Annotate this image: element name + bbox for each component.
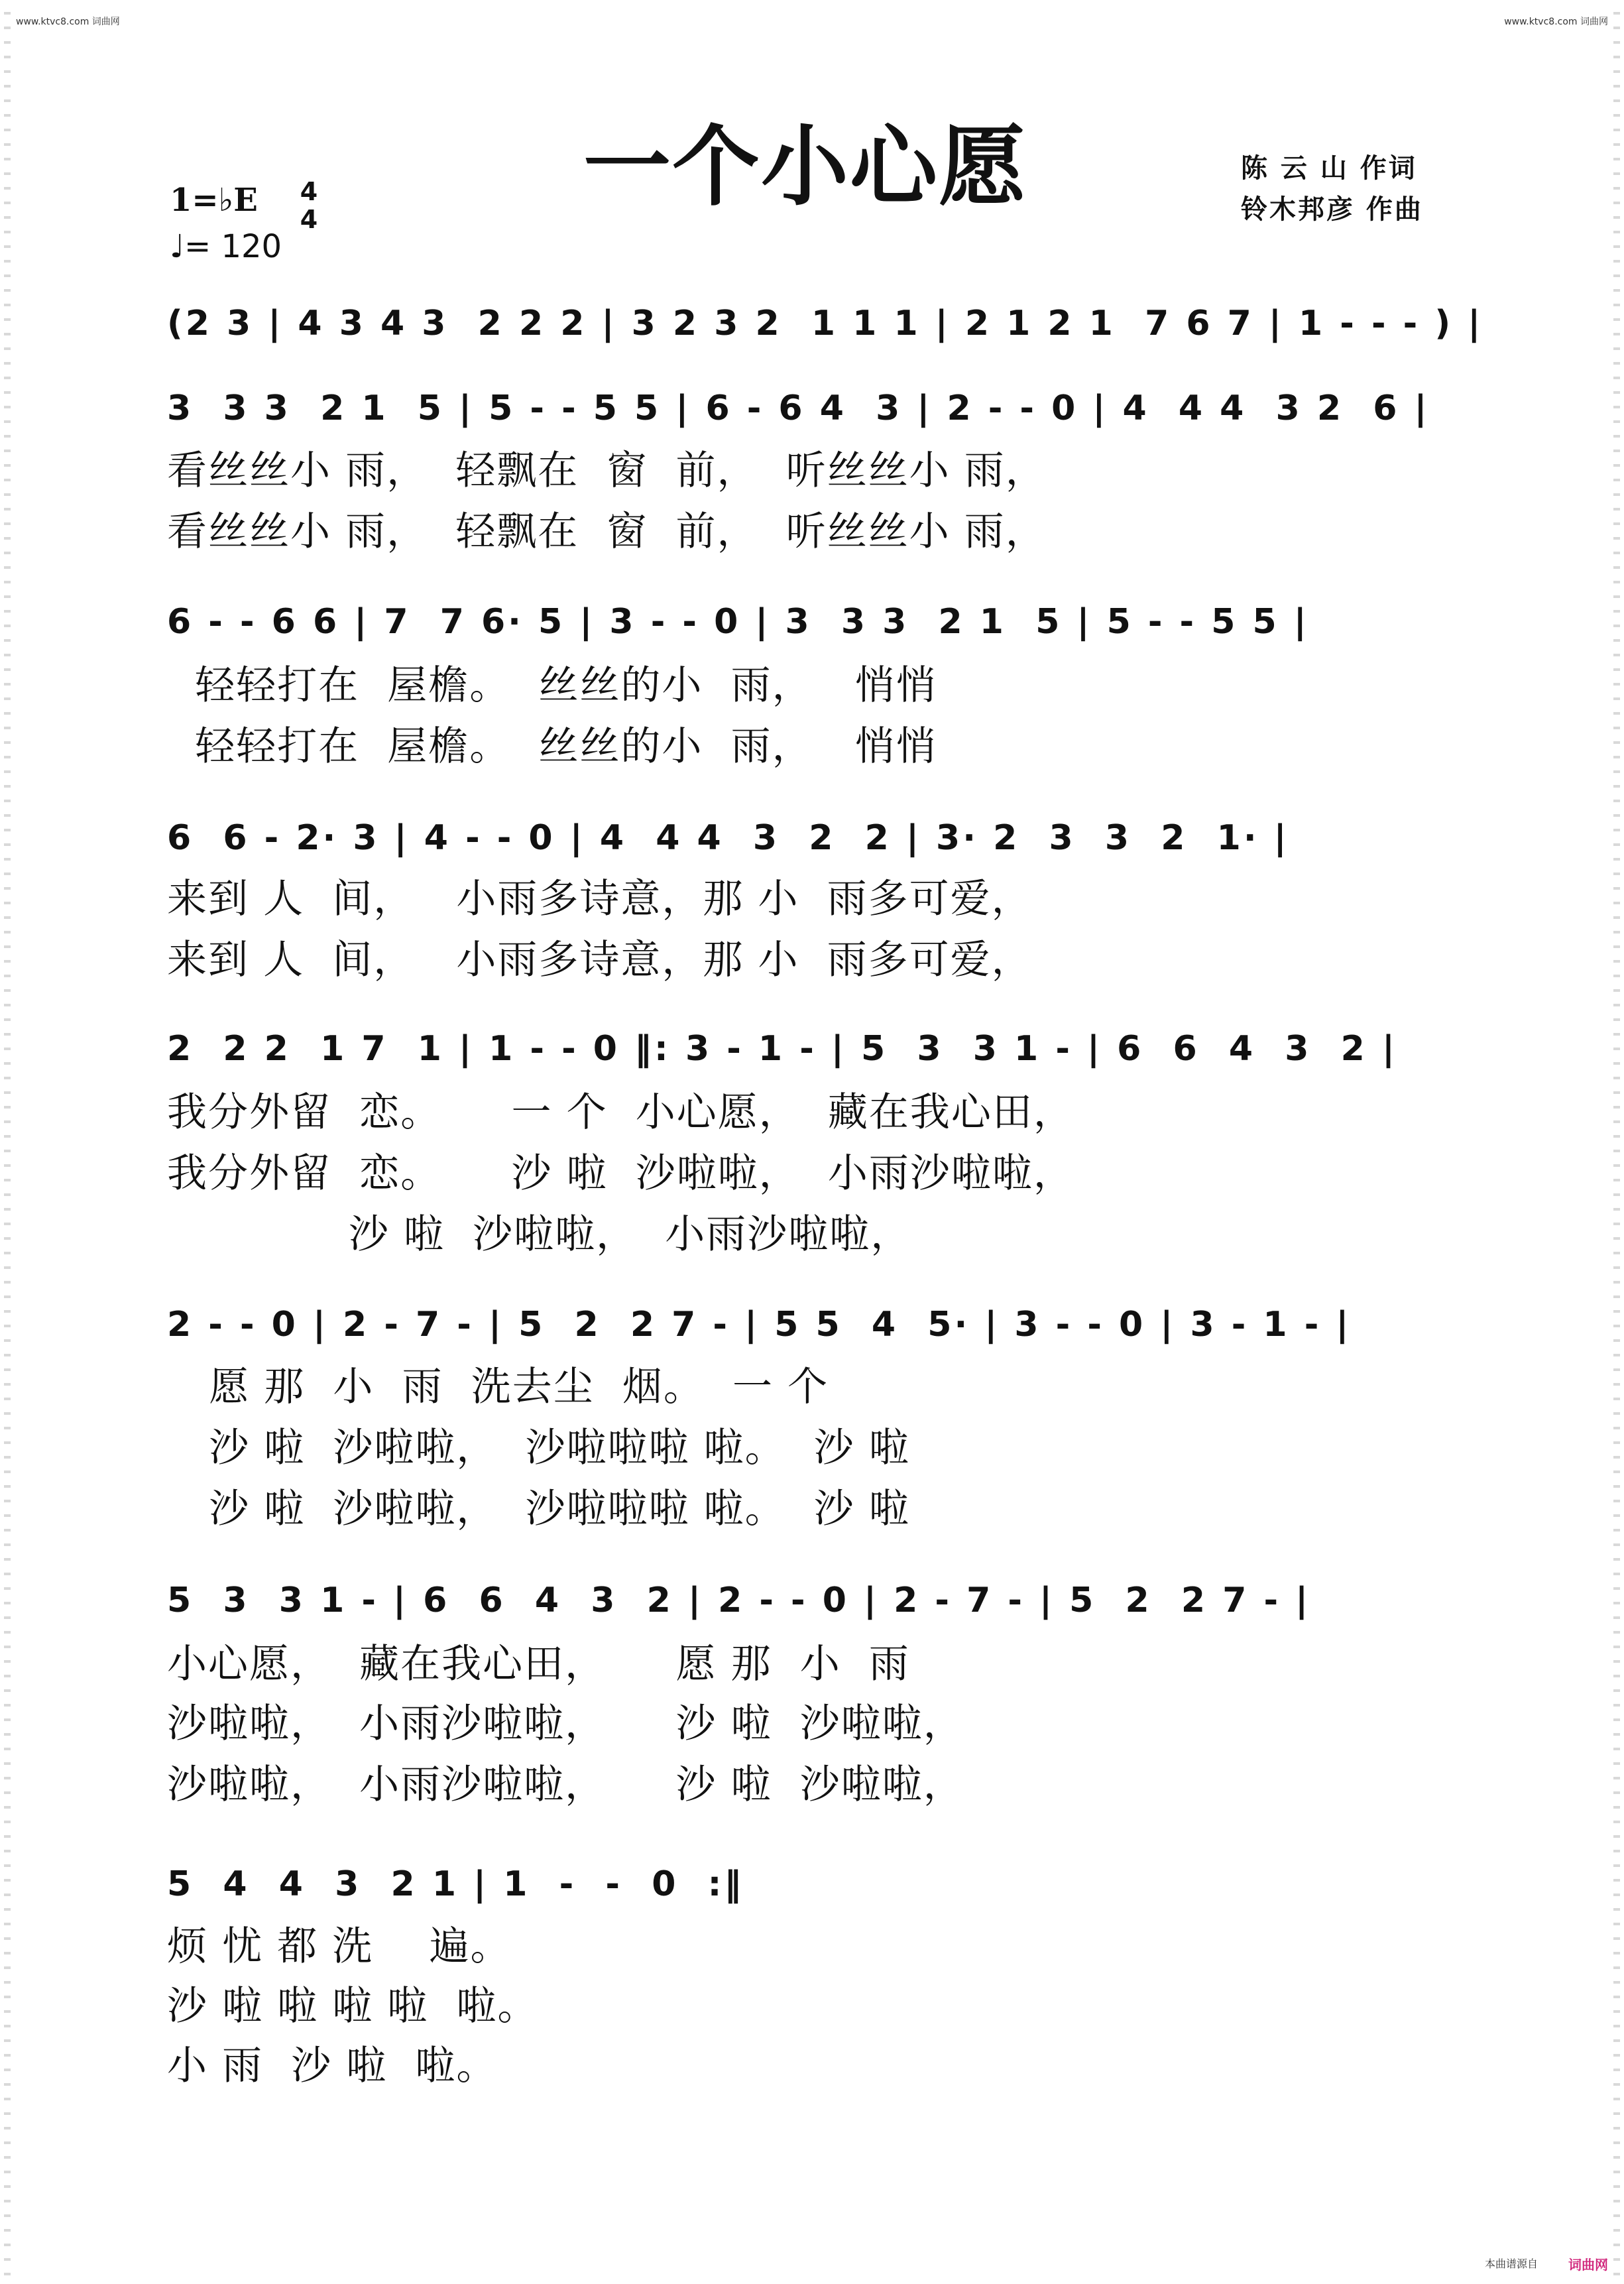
lyric-line-2-2: 看丝丝小 雨， 轻飘在 窗 前， 听丝丝小 雨， [167, 509, 1047, 555]
lyric-line-7-3: 沙啦啦， 小雨沙啦啦， 沙 啦 沙啦啦， [167, 1762, 964, 1808]
lyric-line-3-1: 轻轻打在 屋檐。 丝丝的小 雨， 悄悄 [167, 662, 937, 709]
lyric-line-3-2: 轻轻打在 屋檐。 丝丝的小 雨， 悄悄 [167, 723, 937, 770]
lyric-line-7-2: 沙啦啦， 小雨沙啦啦， 沙 啦 沙啦啦， [167, 1701, 964, 1747]
notation-line-5: 2 2 2 1 7 1 | 1 - - 0 ‖: 3 - 1 - | 5 3 3 1 - | 6 6 4 3 2 | [167, 1029, 1397, 1069]
lyric-line-7-1: 小心愿， 藏在我心田， 愿 那 小 雨 [167, 1641, 910, 1687]
site-logo: 词曲网 [1568, 2257, 1608, 2273]
notation-line-7: 5 3 3 1 - | 6 6 4 3 2 | 2 - - 0 | 2 - 7 - | 5 2 2 7 - | [167, 1581, 1311, 1620]
time-signature [294, 179, 323, 232]
tempo-marking [170, 228, 282, 265]
notation-line-4: 6 6 - 2· 3 | 4 - - 0 | 4 4 4 3 2 2 | 3· 2 3 3 2 1· | [167, 818, 1289, 858]
lyricist-credit: 陈 云 山 作词 [1241, 152, 1417, 184]
lyric-line-4-2: 来到 人 间， 小雨多诗意，那 小 雨多可爱， [167, 937, 1033, 983]
song-title: 一个小心愿 [583, 116, 1027, 218]
site-url-left: www.ktvc8.com 词曲网 [16, 17, 120, 27]
lyric-line-4-1: 来到 人 间， 小雨多诗意，那 小 雨多可爱， [167, 876, 1033, 922]
notation-line-6: 2 - - 0 | 2 - 7 - | 5 2 2 7 - | 5 5 4 5· | 3 - - 0 | 3 - 1 - | [167, 1305, 1352, 1345]
tempo-value: = 120 [184, 228, 282, 265]
lyric-line-6-3: 沙 啦 沙啦啦， 沙啦啦啦 啦。 沙 啦 [167, 1486, 910, 1532]
lyric-line-6-1: 愿 那 小 雨 洗去尘 烟。 一 个 [167, 1364, 829, 1410]
lyric-line-5-3: 沙 啦 沙啦啦， 小雨沙啦啦， [167, 1211, 912, 1258]
key-signature: 1=♭E [170, 182, 258, 219]
time-signature-top: 4 [300, 177, 318, 206]
notation-line-2: 3 3 3 2 1 5 | 5 - - 5 5 | 6 - 6 4 3 | 2 - - 0 | 4 4 4 3 2 6 | [167, 389, 1430, 428]
left-decorative-strip [4, 0, 11, 2284]
lyric-line-6-2: 沙 啦 沙啦啦， 沙啦啦啦 啦。 沙 啦 [167, 1425, 910, 1471]
site-url-right: www.ktvc8.com 词曲网 [1504, 17, 1608, 27]
notation-line-1: (2 3 | 4 3 4 3 2 2 2 | 3 2 3 2 1 1 1 | 2 1 2 1 7 6 7 | 1 - - - ) | [167, 304, 1483, 343]
lyric-line-8-3: 小 雨 沙 啦 啦。 [167, 2043, 498, 2089]
composer-credit: 铃木邦彦 作曲 [1241, 194, 1423, 225]
lyric-line-8-1: 烦 忧 都 洗 遍。 [167, 1923, 512, 1970]
lyric-line-2-1: 看丝丝小 雨， 轻飘在 窗 前， 听丝丝小 雨， [167, 448, 1047, 494]
time-signature-bottom: 4 [300, 205, 318, 234]
right-decorative-strip [1613, 0, 1620, 2284]
notation-line-3: 6 - - 6 6 | 7 7 6· 5 | 3 - - 0 | 3 3 3 2 1 5 | 5 - - 5 5 | [167, 602, 1309, 642]
lyric-line-5-1: 我分外留 恋。 一 个 小心愿， 藏在我心田， [167, 1089, 1074, 1136]
notation-line-8: 5 4 4 3 2 1 | 1 - - 0 :‖ [167, 1864, 744, 1904]
lyric-line-5-2: 我分外留 恋。 沙 啦 沙啦啦， 小雨沙啦啦， [167, 1150, 1074, 1197]
source-note: 本曲谱源自 [1484, 2257, 1538, 2270]
lyric-line-8-2: 沙 啦 啦 啦 啦 啦。 [167, 1983, 539, 2029]
quarter-note-icon: ♩ [170, 228, 185, 265]
